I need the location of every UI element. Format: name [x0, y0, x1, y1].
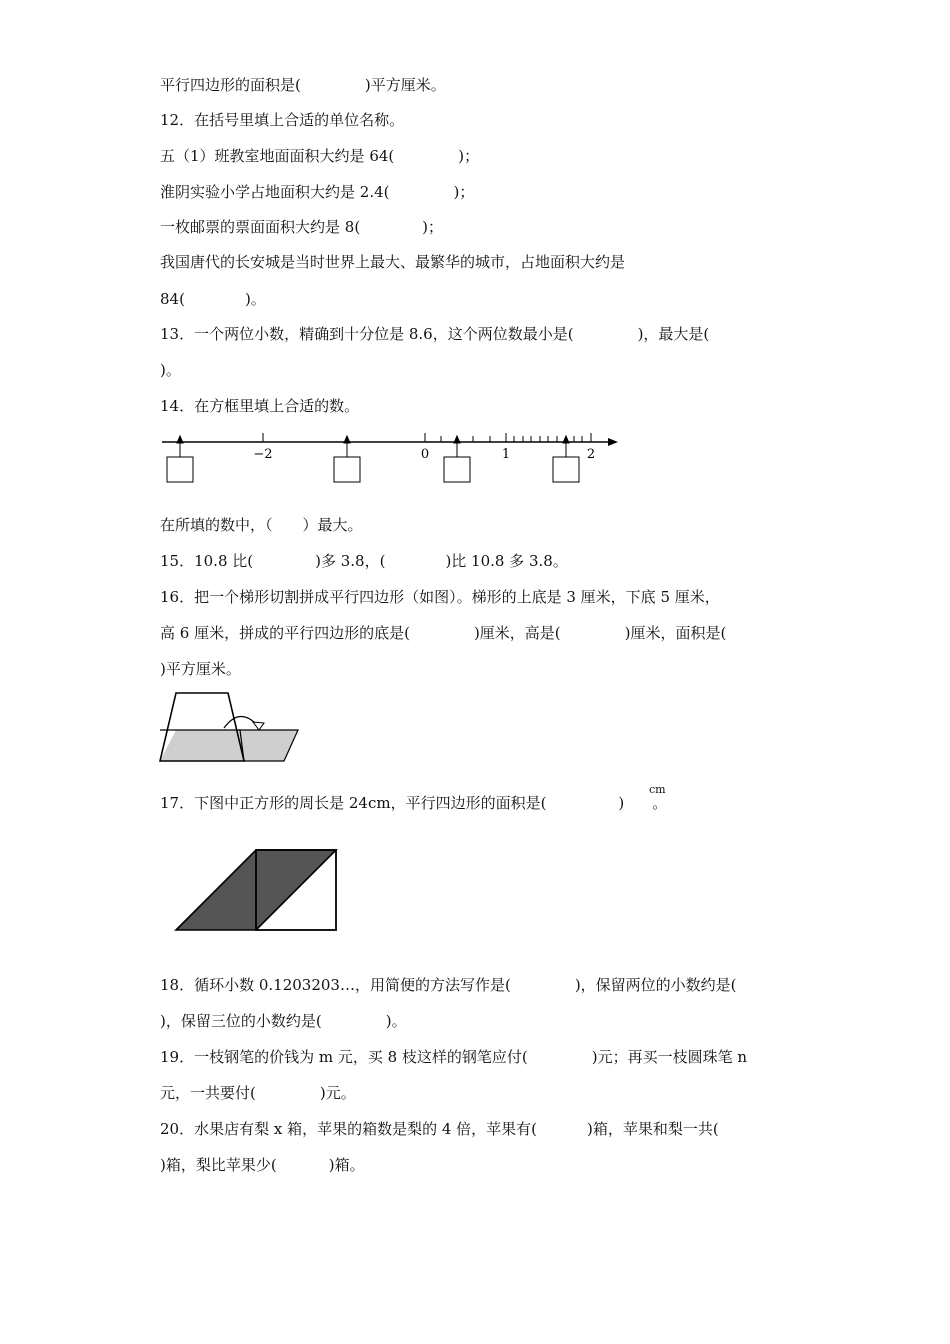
answer-box-3[interactable]	[444, 457, 470, 482]
question-16-line2: 高 6 厘米，拼成的平行四边形的底是( )厘米，高是( )厘米，面积是(	[160, 624, 727, 642]
rotation-arrowhead	[253, 722, 264, 730]
question-14-cont: 在所填的数中，（ ）最大。	[160, 516, 363, 534]
trapezoid-figure	[158, 688, 303, 766]
question-16: 16．把一个梯形切割拼成平行四边形（如图）。梯形的上底是 3 厘米，下底 5 厘米，	[160, 588, 720, 606]
answer-box-1[interactable]	[167, 457, 193, 482]
question-16-line3: )平方厘米。	[160, 660, 241, 678]
q12-line-b: 淮阴实验小学占地面积大约是 2.4( )；	[160, 183, 475, 201]
unit-cm-superscript: cm	[649, 783, 666, 796]
question-17: 17．下图中正方形的周长是 24cm，平行四边形的面积是( ) 。	[160, 794, 668, 812]
square-parallelogram-figure	[172, 846, 342, 936]
question-13-cont: )。	[160, 361, 181, 379]
answer-box-2[interactable]	[334, 457, 360, 482]
question-19-line2: 元，一共要付( )元。	[160, 1084, 356, 1102]
question-15: 15．10.8 比( )多 3.8，( )比 10.8 多 3.8。	[160, 552, 568, 570]
question-19: 19．一枝钢笔的价钱为 m 元，买 8 枝这样的钢笔应付( )元；再买一枝圆珠笔 n	[160, 1048, 748, 1066]
label-neg2: −2	[253, 447, 273, 462]
question-13: 13．一个两位小数，精确到十分位是 8.6，这个两位数最小是( )，最大是(	[160, 325, 710, 343]
label-2: 2	[586, 447, 596, 462]
number-line-arrow	[608, 438, 618, 446]
question-14: 14．在方框里填上合适的数。	[160, 397, 360, 415]
question-20-line2: )箱，梨比苹果少( )箱。	[160, 1156, 365, 1174]
q12-line-e: 84( )。	[160, 290, 266, 308]
minor-ticks	[441, 436, 582, 442]
moved-piece	[240, 730, 298, 761]
question-12: 12．在括号里填上合适的单位名称。	[160, 111, 405, 129]
question-20: 20．水果店有梨 x 箱，苹果的箱数是梨的 4 倍，苹果有( )箱，苹果和梨一共(	[160, 1120, 719, 1138]
q12-line-d: 我国唐代的长安城是当时世界上最大、最繁华的城市，占地面积大约是	[160, 253, 626, 271]
number-line-figure	[160, 425, 630, 490]
q12-line-c: 一枚邮票的票面面积大约是 8( )；	[160, 218, 444, 236]
shaded-lower-part	[160, 730, 244, 761]
answer-box-4[interactable]	[553, 457, 579, 482]
label-0: 0	[420, 447, 430, 462]
label-1: 1	[501, 447, 511, 462]
question-18-line2: )，保留三位的小数约是( )。	[160, 1012, 407, 1030]
line-q11-end: 平行四边形的面积是( )平方厘米。	[160, 76, 446, 94]
question-18: 18．循环小数 0.1203203…，用简便的方法写作是( )，保留两位的小数约是(	[160, 976, 737, 994]
q12-line-a: 五（1）班教室地面面积大约是 64( )；	[160, 147, 480, 165]
